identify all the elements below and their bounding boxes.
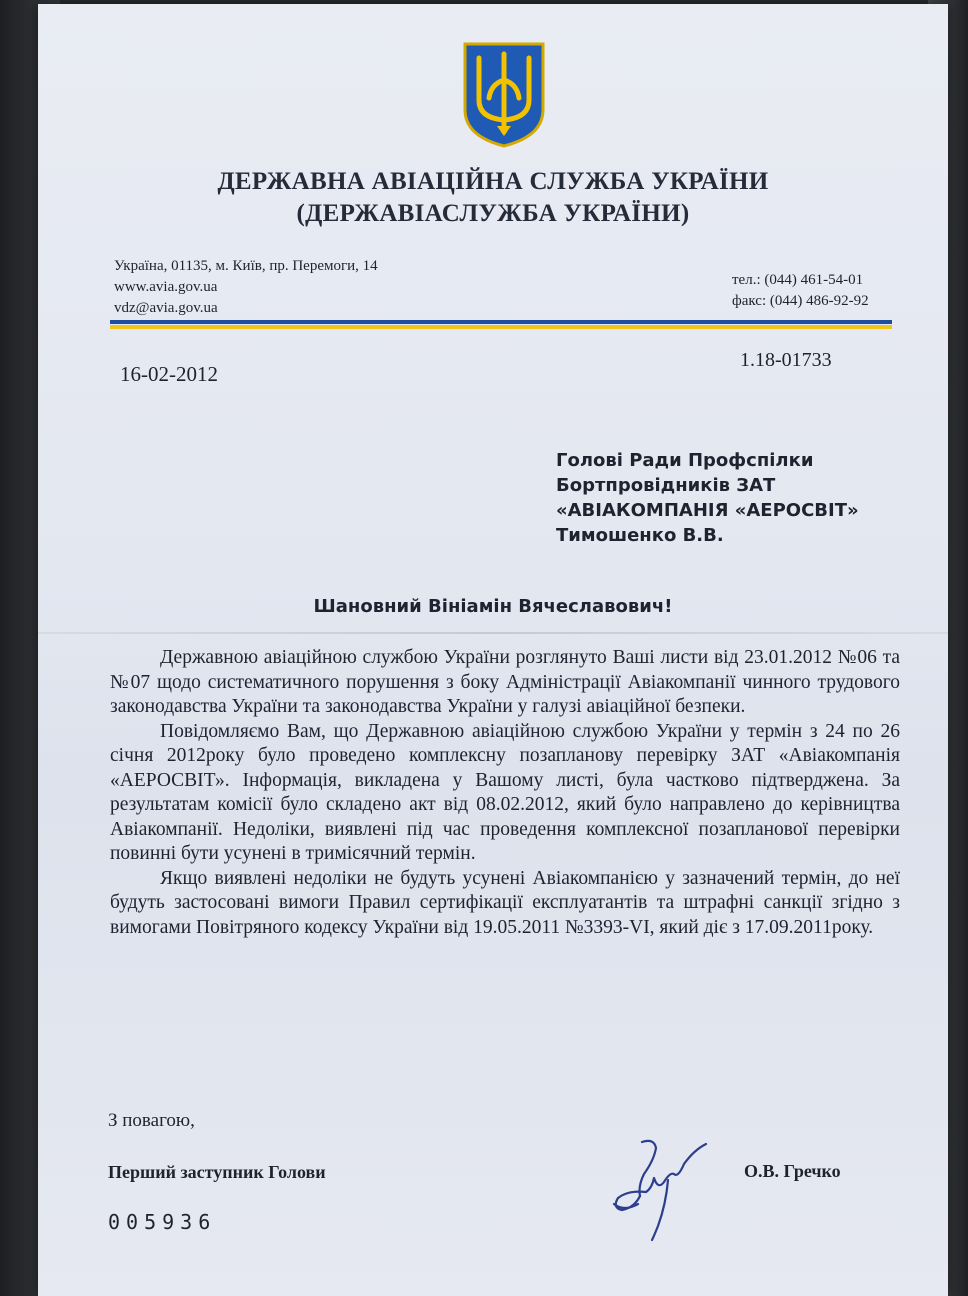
body-paragraph-3: Якщо виявлені недоліки не будуть усунені Авіакомпанією у зазначений термін, до неї будуть застосовані вимоги Правил сертифікації експлуатантів та штрафні санкції згідно з вимогами Повітряного кодексу України від 19.05.2011 №3393-VI, який діє з 17.09.2011року.: [110, 867, 900, 938]
header-stripe-blue: [110, 320, 892, 324]
salutation: Шановний Вініамін Вячеславович!: [313, 596, 673, 617]
agency-email: vdz@avia.gov.ua: [114, 300, 218, 316]
header-stripe-yellow: [110, 325, 892, 329]
document-serial-number: 005936: [108, 1210, 217, 1234]
agency-phone: тел.: (044) 461-54-01: [732, 272, 864, 288]
agency-title: ДЕРЖАВНА АВІАЦІЙНА СЛУЖБА УКРАЇНИ: [217, 168, 769, 195]
agency-address-block: [114, 256, 378, 319]
letter-page: [38, 4, 948, 1296]
agency-website: www.avia.gov.ua: [114, 279, 218, 295]
body-paragraph-1: Державною авіаційною службою України розглянуто Ваші листи від 23.01.2012 №06 та №07 щодо систематичного порушення з боку Адміністрації Авіакомпанії чинного трудового законодавства України та законодавства України у галузі авіаційної безпеки.: [110, 647, 900, 717]
agency-contacts: [732, 270, 869, 312]
paper-fold: [38, 632, 948, 634]
addressee-line-1: Голові Ради Профспілки: [556, 450, 814, 471]
addressee-line-2: Бортпровідників ЗАТ: [556, 475, 776, 496]
signatory-name: О.В. Гречко: [744, 1161, 841, 1181]
addressee-line-3: «АВІАКОМПАНІЯ «АЕРОСВІТ»: [556, 500, 859, 521]
handwritten-signature: [594, 1134, 724, 1244]
closing-phrase: З повагою,: [108, 1110, 195, 1131]
letter-date: 16-02-2012: [120, 362, 218, 386]
agency-short-title: (ДЕРЖАВІАСЛУЖБА УКРАЇНИ): [296, 200, 690, 227]
body-paragraph-2: Повідомляємо Вам, що Державною авіаційною службою України у термін з 24 по 26 січня 2012року було проведено комплексну позапланову перевірку ЗАТ «Авіакомпанія «АЕРОСВІТ». Інформація, викладена у Вашому листі, була частково підтверджена. За результатам комісії було складено акт від 08.02.2012, який було направлено до керівництва Авіакомпанії. Недоліки, виявлені під час проведення комплексної позапланової перевірки повинні бути усунені в тримісячний термін.: [110, 720, 900, 864]
addressee-block: [556, 448, 859, 548]
agency-fax: факс: (044) 486-92-92: [732, 293, 869, 309]
signatory-position: Перший заступник Голови: [108, 1162, 326, 1182]
registration-number: 1.18-01733: [740, 349, 832, 371]
trident-coat-of-arms-icon: [461, 40, 547, 148]
addressee-line-4: Тимошенко В.В.: [556, 525, 724, 546]
agency-address: Україна, 01135, м. Київ, пр. Перемоги, 14: [114, 258, 378, 274]
letter-body: [110, 646, 900, 940]
